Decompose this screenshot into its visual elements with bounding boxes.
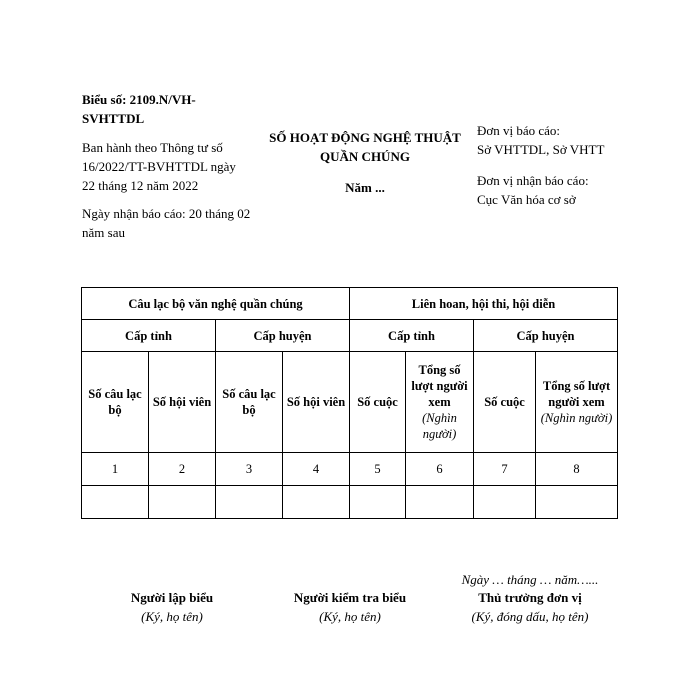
col-event-count-province: Số cuộc xyxy=(350,352,406,453)
title-block xyxy=(250,128,480,196)
checker-note: (Ký, họ tên) xyxy=(319,609,381,624)
col-viewers-label: Tổng số lượt người xem xyxy=(542,379,611,409)
head-title: Thủ trưởng đơn vị xyxy=(478,590,582,605)
level-header-row xyxy=(82,320,618,352)
col-club-count-district: Số câu lạc bộ xyxy=(216,352,283,453)
data-cell xyxy=(350,486,406,519)
festivals-province-header: Cấp tỉnh xyxy=(350,320,474,352)
report-title: SỐ HOẠT ĐỘNG NGHỆ THUẬT QUẦN CHÚNG xyxy=(269,130,461,164)
col-number: 2 xyxy=(149,453,216,486)
col-number: 5 xyxy=(350,453,406,486)
festivals-district-header: Cấp huyện xyxy=(474,320,618,352)
col-viewers-province xyxy=(406,352,474,453)
data-cell xyxy=(406,486,474,519)
col-number: 6 xyxy=(406,453,474,486)
signature-checker xyxy=(270,588,430,626)
column-header-row xyxy=(82,352,618,453)
col-viewers-unit: (Nghìn người) xyxy=(422,411,457,441)
receiving-unit-label: Đơn vị nhận báo cáo: xyxy=(477,173,589,188)
reporting-unit-label: Đơn vị báo cáo: xyxy=(477,123,561,138)
col-member-count-district: Số hội viên xyxy=(283,352,350,453)
col-number: 4 xyxy=(283,453,350,486)
col-viewers-unit: (Nghìn người) xyxy=(540,411,613,425)
signature-date-line: Ngày … tháng … năm…... xyxy=(461,572,599,587)
clubs-district-header: Cấp huyện xyxy=(216,320,350,352)
data-cell xyxy=(82,486,149,519)
head-note: (Ký, đóng dấu, họ tên) xyxy=(471,609,589,624)
col-number: 3 xyxy=(216,453,283,486)
report-year: Năm ... xyxy=(345,180,385,195)
data-cell xyxy=(536,486,618,519)
col-viewers-label: Tổng số lượt người xem xyxy=(411,363,468,409)
data-cell xyxy=(474,486,536,519)
column-number-row xyxy=(82,453,618,486)
report-deadline: Ngày nhận báo cáo: 20 tháng 02 năm sau xyxy=(82,206,251,240)
reporting-unit-value: Sở VHTTDL, Sở VHTT xyxy=(477,142,605,157)
report-table xyxy=(81,287,618,519)
form-code: Biểu số: 2109.N/VH-SVHTTDL xyxy=(82,92,196,126)
group-festivals-header: Liên hoan, hội thi, hội diễn xyxy=(350,288,618,320)
creator-note: (Ký, họ tên) xyxy=(141,609,203,624)
col-number: 1 xyxy=(82,453,149,486)
group-header-row xyxy=(82,288,618,320)
col-club-count-province: Số câu lạc bộ xyxy=(82,352,149,453)
group-clubs-header: Câu lạc bộ văn nghệ quần chúng xyxy=(82,288,350,320)
col-event-count-district: Số cuộc xyxy=(474,352,536,453)
checker-title: Người kiểm tra biểu xyxy=(293,590,407,605)
creator-title: Người lập biểu xyxy=(130,590,214,605)
col-viewers-district xyxy=(536,352,618,453)
col-number: 7 xyxy=(474,453,536,486)
data-row xyxy=(82,486,618,519)
data-cell xyxy=(216,486,283,519)
col-member-count-province: Số hội viên xyxy=(149,352,216,453)
unit-block xyxy=(477,121,637,209)
signature-creator xyxy=(107,588,237,626)
signature-head xyxy=(440,588,620,626)
data-cell xyxy=(283,486,350,519)
clubs-province-header: Cấp tỉnh xyxy=(82,320,216,352)
data-cell xyxy=(149,486,216,519)
col-number: 8 xyxy=(536,453,618,486)
issuing-circular: Ban hành theo Thông tư số 16/2022/TT-BVHTTDL ngày 22 tháng 12 năm 2022 xyxy=(82,140,236,193)
receiving-unit-value: Cục Văn hóa cơ sở xyxy=(477,192,576,207)
